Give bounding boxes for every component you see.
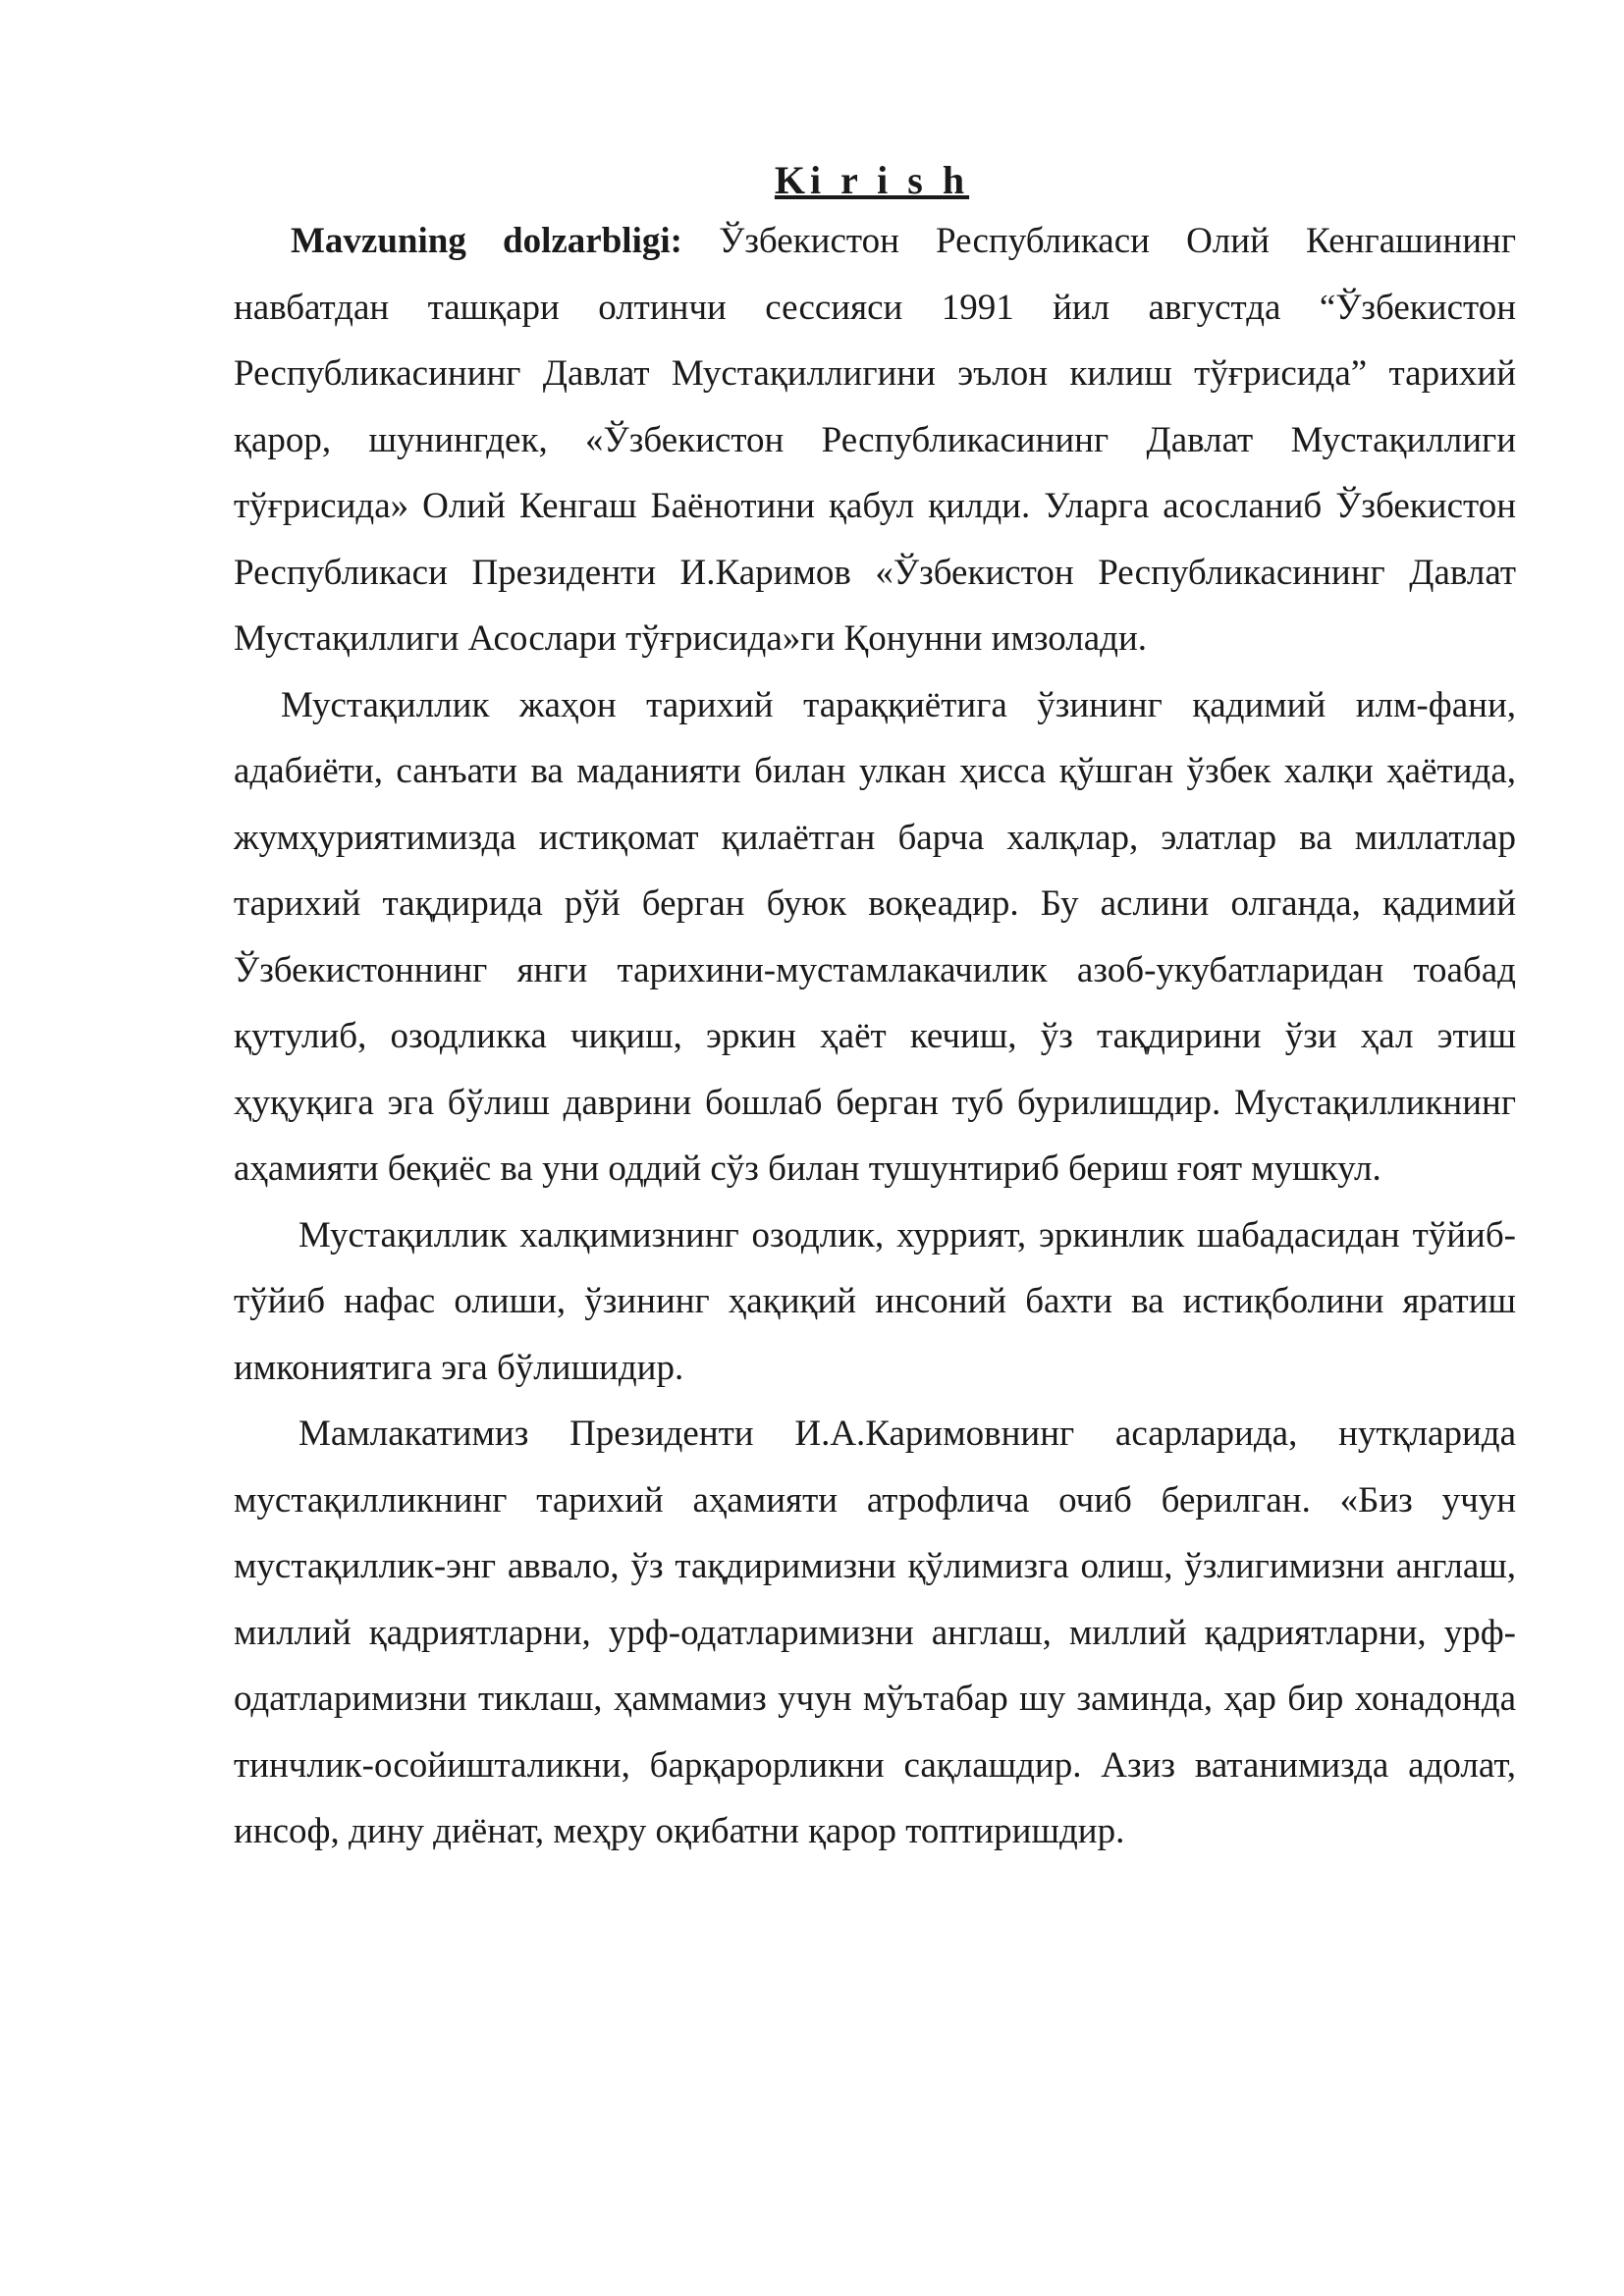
paragraph-text: Мамлакатимиз Президенти И.А.Каримовнинг асарларида, нутқларида мустақилликнинг тарихий аҳамияти атрофлича очиб берилган. «Биз учун мустақиллик-энг аввало, ўз тақдиримизни қўлимизга олиш, ўзлигимизни англаш, миллий қадриятларни, урф-одатларимизни англаш, миллий қадриятларни, урф-одатларимизни тиклаш, ҳаммамиз учун мўътабар шу заминда, ҳар бир хонадонда тинчлик-осойишталикни, барқарорликни сақлашдир. Азиз ватанимизда адолат, инсоф, дину диёнат, меҳру оқибатни қарор топтиришдир. [234, 1414, 1516, 1851]
paragraph-relevance [234, 208, 1516, 672]
document-body [234, 155, 1516, 1865]
paragraph-text: Ўзбекистон Республикаси Олий Кенгашининг навбатдан ташқари олтинчи сессияси 1991 йил августда “Ўзбекистон Республикасининг Давлат Мустақиллигини эълон килиш тўғрисида” тарихий қарор, шунингдек, «Ўзбекистон Республикасининг Давлат Мустақиллиги тўғрисида» Олий Кенгаш Баёнотини қабул қилди. Уларга асосланиб Ўзбекистон Республикаси Президенти И.Каримов «Ўзбекистон Республикасининг Давлат Мустақиллиги Асослари тўғрисида»ги Қонунни имзолади. [234, 221, 1516, 659]
paragraph-president-quote [234, 1401, 1516, 1865]
document-title: Ki r i s h [774, 158, 970, 202]
paragraph-independence-history [234, 672, 1516, 1202]
paragraph-text: Мустақиллик халқимизнинг озодлик, хуррият, эркинлик шабадасидан тўйиб-тўйиб нафас олиши, ўзининг ҳақиқий инсоний бахти ва истиқболини яратиш имкониятига эга бўлишидир. [234, 1214, 1516, 1388]
paragraph-independence-freedom [234, 1202, 1516, 1402]
paragraph-lead-bold: Mavzuning dolzarbligi: [291, 221, 682, 261]
paragraph-text: Мустақиллик жаҳон тарихий тараққиётига ўзининг қадимий илм-фани, адабиёти, санъати ва маданияти билан улкан ҳисса қўшган ўзбек халқи ҳаётида, жумҳуриятимизда истиқомат қилаётган барча халқлар, элатлар ва миллатлар тарихий тақдирида рўй берган буюк воқеадир. Бу аслини олганда, қадимий Ўзбекистоннинг янги тарихини-мустамлакачилик азоб-укубатларидан тоабад қутулиб, озодликка чиқиш, эркин ҳаёт кечиш, ўз тақдирини ўзи ҳал этиш ҳуқуқига эга бўлиш даврини бошлаб берган туб бурилишдир. Мустақилликнинг аҳамияти беқиёс ва уни оддий сўз билан тушунтириб бериш ғоят мушкул. [234, 684, 1516, 1189]
